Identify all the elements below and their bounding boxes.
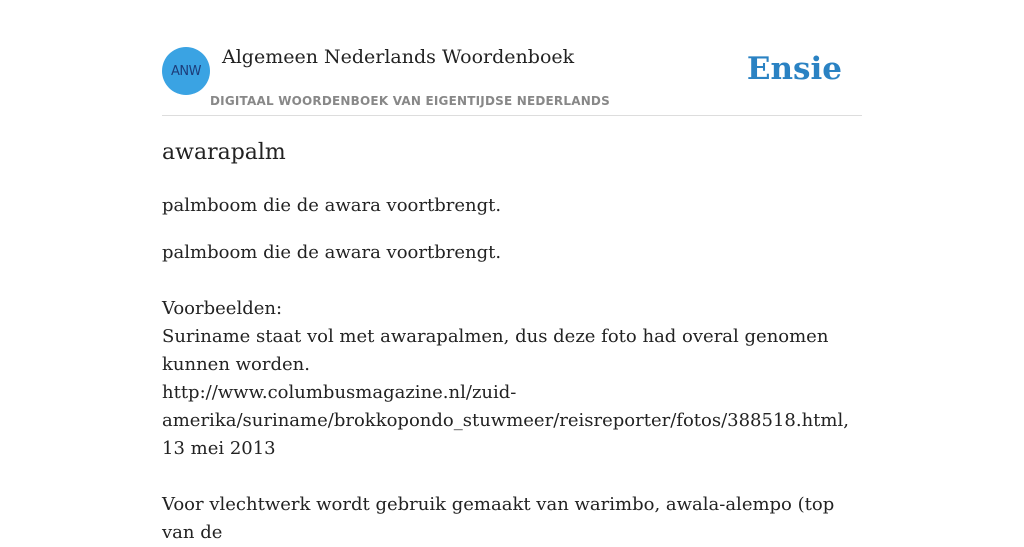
example-source: http://www.columbusmagazine.nl/zuid-amerika/suriname/brokkopondo_stuwmeer/reisreporter/fotos/388518.html, 13 mei 2013 <box>162 382 849 459</box>
short-definition: palmboom die de awara voortbrengt. <box>162 195 502 216</box>
site-header <box>162 0 862 116</box>
site-title[interactable]: Algemeen Nederlands Woordenboek <box>222 46 575 68</box>
entry-title: awarapalm <box>162 140 286 165</box>
definition-text: palmboom die de awara voortbrengt. <box>162 242 502 263</box>
definition-block <box>162 239 862 547</box>
anw-logo[interactable] <box>162 47 210 95</box>
examples-label: Voorbeelden: <box>162 298 283 319</box>
example-text: Suriname staat vol met awarapalmen, dus deze foto had overal genomen kunnen worden. <box>162 326 829 375</box>
example-text: Voor vlechtwerk wordt gebruik gemaakt van warimbo, awala-alempo (top van de <box>162 494 835 543</box>
page <box>162 0 862 543</box>
site-subtitle: DIGITAAL WOORDENBOEK VAN EIGENTIJDSE NEDERLANDS <box>210 94 610 108</box>
ensie-brand-link[interactable]: Ensie <box>746 51 842 87</box>
logo-text: ANW <box>171 63 201 79</box>
